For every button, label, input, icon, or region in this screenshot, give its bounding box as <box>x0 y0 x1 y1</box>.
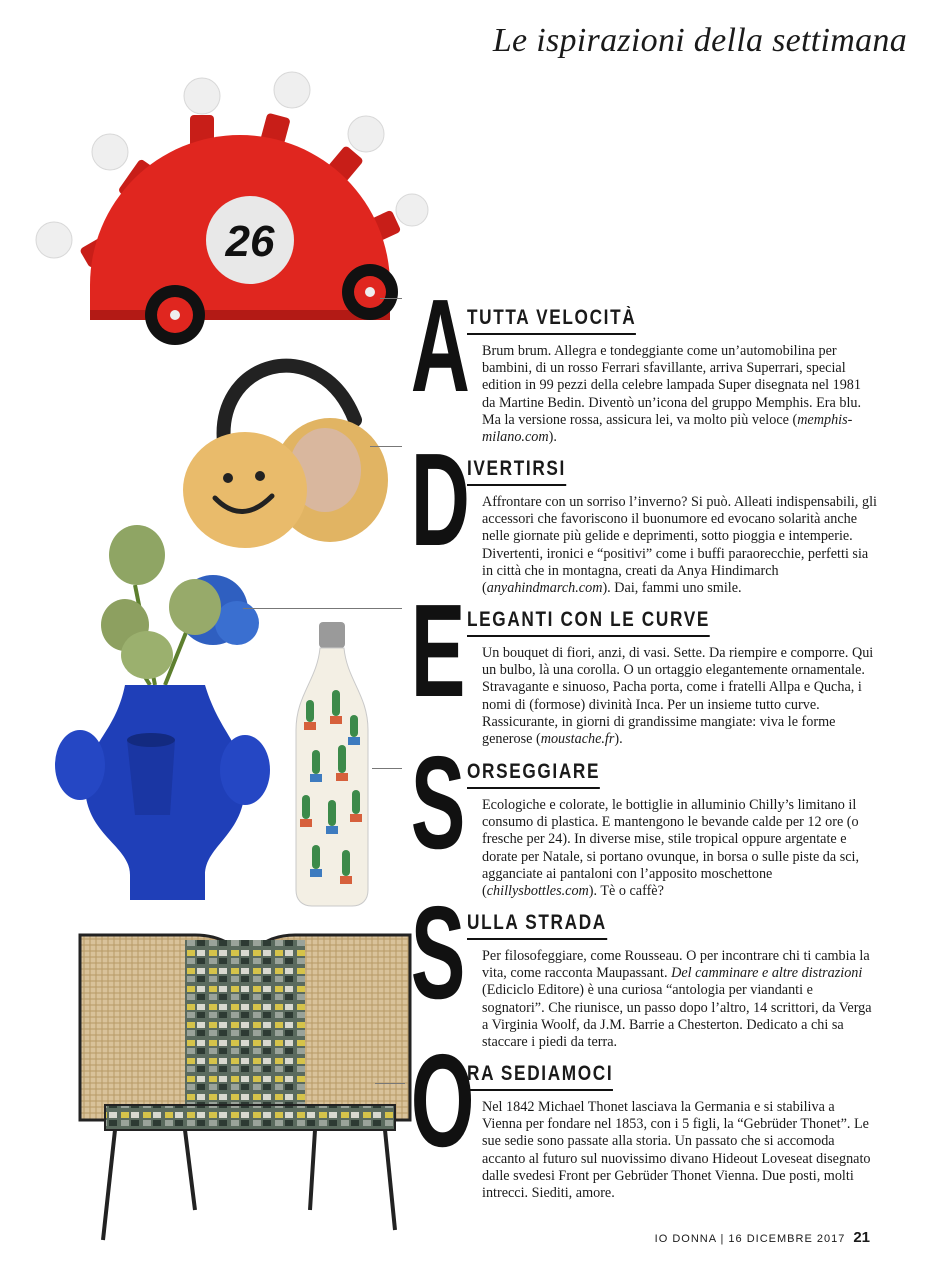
section-text-end: ). Tè o caffè? <box>588 883 664 900</box>
section-text-end: (Ediciclo Editore) è una curiosa “antologia per viandanti e sognatori”. Che riunisce, un passo dopo l’altro, 14 scrittori, da Verga a Virginia Woolf, da J.M. Barrie a Chesterton. Dedicato a chi sa staccare i piedi da terra. <box>482 982 872 1051</box>
acrostic-letter-s-2: S <box>410 879 466 1026</box>
section-text-end: ). <box>614 731 623 748</box>
section-heading-ora-sediamoci: RA SEDIAMOCI <box>467 1062 613 1091</box>
cactus-bottle-image <box>292 620 372 908</box>
website-link[interactable]: anyahindmarch.com <box>486 580 603 597</box>
section-heading-divertirsi: IVERTIRSI <box>467 457 566 486</box>
section-body-sulla-strada <box>482 948 877 1051</box>
section-body-divertirsi <box>482 494 877 597</box>
leader-line <box>375 1083 405 1084</box>
acrostic-letter-s: S <box>410 729 466 876</box>
acrostic-letter-d: D <box>410 426 470 573</box>
section-text-end: ). <box>548 429 557 446</box>
section-body-eleganti <box>482 645 877 748</box>
leader-line <box>370 446 402 447</box>
section-heading-sulla-strada: ULLA STRADA <box>467 911 607 940</box>
section-text-end: ). Dai, fammi uno smile. <box>602 580 742 597</box>
lamp-number: 26 <box>225 217 275 266</box>
section-body-ora-sediamoci <box>482 1099 877 1202</box>
website-link[interactable]: chillysbottles.com <box>486 883 589 900</box>
acrostic-letter-e: E <box>410 577 466 724</box>
page-footer <box>655 1229 870 1246</box>
page-title: Le ispirazioni della settimana <box>492 22 907 59</box>
book-title: Del camminare e altre distrazioni <box>671 965 863 982</box>
section-body-sorseggiare <box>482 797 877 900</box>
section-text: Un bouquet di fiori, anzi, di vasi. Sette. Da riempire e comporre. Qui un bulbo, là una corolla. O un ortaggio elegantemente ornamentale. Stravagante e sinuoso, Pacha porta, come i fratelli Allpa e Qucha, i nomi di (formose) divinità Inca. Per un insieme tutto curve. Rassicurante, in giorni di grandissime mangiate: viva le forme generose ( <box>482 645 874 748</box>
section-text: Per filosofeggiare, come Rousseau. O per incontrare chi ti cambia la vita, come racconta Maupassant. <box>482 948 870 982</box>
section-text: Affrontare con un sorriso l’inverno? Si può. Alleati indispensabili, gli accessori che favoriscono il buonumore ed evocano solarità anche nelle giornate più gelide e deprimenti, sotto pioggia e intemperie. Divertenti, ironici e “positivi” come i buffi paraorecchie, perfetti sia in città che in montagna, creati da Anya Hindimarch ( <box>482 494 877 597</box>
website-link[interactable]: memphis-milano.com <box>482 411 853 446</box>
acrostic-letter-o: O <box>410 1027 475 1174</box>
section-heading-sorseggiare: ORSEGGIARE <box>467 760 600 789</box>
hideout-loveseat-image <box>75 930 415 1245</box>
website-link[interactable]: moustache.fr <box>540 731 615 748</box>
leader-line <box>380 298 402 299</box>
section-text: Ecologiche e colorate, le bottiglie in alluminio Chilly’s limitano il consumo di plastica. E mantengono le bevande calde per 12 ore (o fresche per 24). In diverse mise, stile tropical oppure argentate e dorate per Natale, si portano ovunque, in borsa o sulle piste da sci, agganciate ai pantaloni con l’apposito moschettone ( <box>482 797 860 900</box>
publication-info: IO DONNA | 16 DICEMBRE 2017 <box>654 1233 846 1245</box>
red-lamp-car-image <box>30 70 430 355</box>
leader-line <box>372 768 402 769</box>
section-text: Brum brum. Allegra e tondeggiante come un’automobilina per bambini, di un rosso Ferrari sfavillante, arriva Superrari, special edition in 99 pezzi della celebre lampada Super disegnata nel 1981 da Martine Bedin. Diventò un’icona del gruppo Memphis. Era blu. Ma la versione rossa, assicura lei, va molto più veloce ( <box>482 343 862 428</box>
section-heading-tutta-velocita: TUTTA VELOCITÀ <box>467 306 636 335</box>
section-text: Nel 1842 Michael Thonet lasciava la Germania e si stabiliva a Vienna per fondare nel 1853, con i 5 figli, la “Gebrüder Thonet”. Le sue sedie sono passate alla storia. Un passato che si accomoda accanto al futuro sul nuovissimo divano Hideout Loveseat disegnato dalle svedesi Front per Gebrüder Thonet Vienna. Due posti, molti intrecci. Siediti, amore. <box>482 1099 871 1202</box>
blue-vase-artichokes-image <box>55 515 270 910</box>
leader-line <box>243 608 402 609</box>
section-heading-eleganti: LEGANTI CON LE CURVE <box>467 608 710 637</box>
section-body-tutta-velocita <box>482 343 877 446</box>
acrostic-letter-a: A <box>410 272 470 419</box>
page-number: 21 <box>853 1229 870 1246</box>
